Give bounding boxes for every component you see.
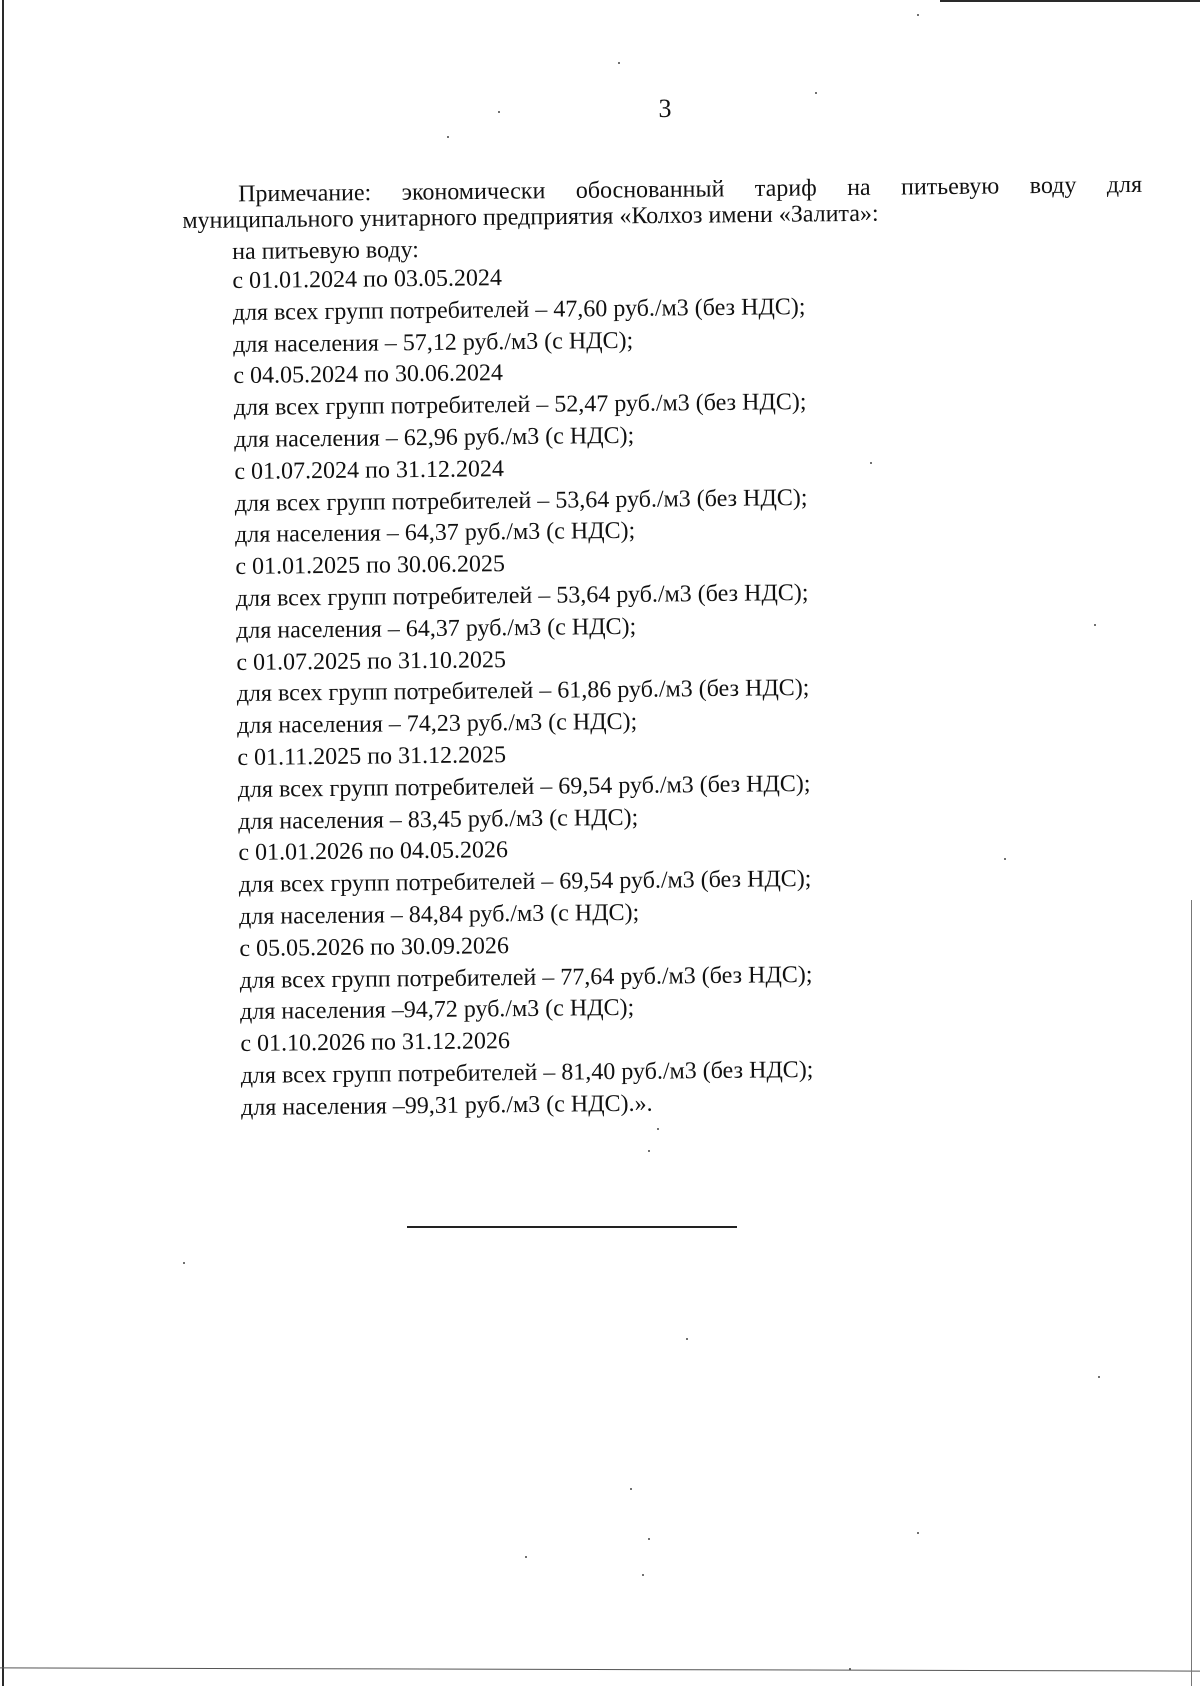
tariff-line-population: для населения –99,31 руб./м3 (с НДС).». <box>240 1090 653 1121</box>
scan-speck <box>1098 1376 1100 1378</box>
tariff-line-population: для населения – 83,45 руб./м3 (с НДС); <box>237 804 639 835</box>
scan-edge-bottom <box>0 1667 1200 1671</box>
scan-speck <box>648 1150 650 1152</box>
scan-speck <box>183 1262 185 1264</box>
scan-speck <box>498 111 500 113</box>
tariff-line-all: для всех групп потребителей – 69,54 руб./м3 (без НДС); <box>238 866 812 899</box>
scan-speck <box>618 62 620 64</box>
scan-speck <box>642 1574 644 1576</box>
scan-edge-left <box>2 0 4 1686</box>
note-paragraph <box>182 172 1142 234</box>
note-word: для <box>1106 171 1143 199</box>
tariff-line-population: для населения – 74,23 руб./м3 (с НДС); <box>236 708 638 740</box>
tariff-line-all: для всех групп потребителей – 69,54 руб./м3 (без НДС); <box>237 770 811 803</box>
scan-speck <box>648 1538 650 1540</box>
tariff-line-population: для населения – 84,84 руб./м3 (с НДС); <box>238 899 640 930</box>
tariff-heading: на питьевую воду: <box>232 237 420 265</box>
note-word: на <box>846 174 871 202</box>
scan-speck <box>917 1532 919 1534</box>
tariff-line-all: для всех групп потребителей – 53,64 руб./м3 (без НДС); <box>234 484 808 517</box>
period-line: с 01.10.2026 по 31.12.2026 <box>240 1028 511 1058</box>
note-word: питьевую <box>900 173 1000 201</box>
scan-speck <box>815 92 817 94</box>
period-line: с 01.01.2026 по 04.05.2026 <box>238 837 509 867</box>
note-word: тариф <box>754 175 817 203</box>
end-separator-line <box>407 1226 737 1228</box>
note-word: воду <box>1029 172 1077 200</box>
period-line: с 04.05.2024 по 30.06.2024 <box>233 360 504 390</box>
tariff-line-all: для всех групп потребителей – 47,60 руб./м3 (без НДС); <box>232 293 806 326</box>
scan-speck <box>870 462 872 464</box>
scan-speck <box>849 1668 851 1670</box>
scan-speck <box>917 14 919 16</box>
scan-speck <box>630 1488 632 1490</box>
note-word: экономически <box>401 178 546 206</box>
note-word: обоснованный <box>575 176 725 204</box>
scan-edge-top <box>940 0 1200 2</box>
period-line: с 01.01.2025 по 30.06.2025 <box>235 551 506 581</box>
scan-edge-right <box>1191 900 1192 1686</box>
period-line: с 01.11.2025 по 31.12.2025 <box>237 742 507 771</box>
note-word: Примечание: <box>237 180 372 208</box>
tariff-line-all: для всех групп потребителей – 77,64 руб./м3 (без НДС); <box>239 961 813 994</box>
tariff-line-all: для всех групп потребителей – 81,40 руб./м3 (без НДС); <box>240 1056 814 1089</box>
tariff-line-population: для населения –94,72 руб./м3 (с НДС); <box>239 995 635 1026</box>
period-line: с 01.07.2024 по 31.12.2024 <box>234 455 505 485</box>
note-continuation: муниципального унитарного предприятия «Колхоз имени «Залита»: <box>182 200 879 234</box>
tariff-line-population: для населения – 62,96 руб./м3 (с НДС); <box>233 422 635 453</box>
period-line: с 05.05.2026 по 30.09.2026 <box>239 932 510 962</box>
tariff-line-population: для населения – 57,12 руб./м3 (с НДС); <box>232 327 634 358</box>
scan-speck <box>525 1556 527 1558</box>
scan-speck <box>657 1128 659 1130</box>
scan-speck <box>1004 858 1006 860</box>
tariff-line-population: для населения – 64,37 руб./м3 (с НДС); <box>235 613 637 644</box>
period-line: с 01.01.2024 по 03.05.2024 <box>232 265 503 294</box>
scan-speck <box>447 136 449 138</box>
tariff-line-all: для всех групп потребителей – 53,64 руб./м3 (без НДС); <box>235 579 809 612</box>
tariff-list <box>232 231 941 1125</box>
scan-speck <box>1094 624 1096 626</box>
period-line: с 01.07.2025 по 31.10.2025 <box>236 646 507 676</box>
tariff-line-all: для всех групп потребителей – 52,47 руб./м3 (без НДС); <box>233 389 807 422</box>
scan-speck <box>686 1338 688 1340</box>
tariff-line-all: для всех групп потребителей – 61,86 руб./м3 (без НДС); <box>236 675 810 708</box>
tariff-line-population: для населения – 64,37 руб./м3 (с НДС); <box>234 518 636 549</box>
page-number: 3 <box>658 94 672 123</box>
